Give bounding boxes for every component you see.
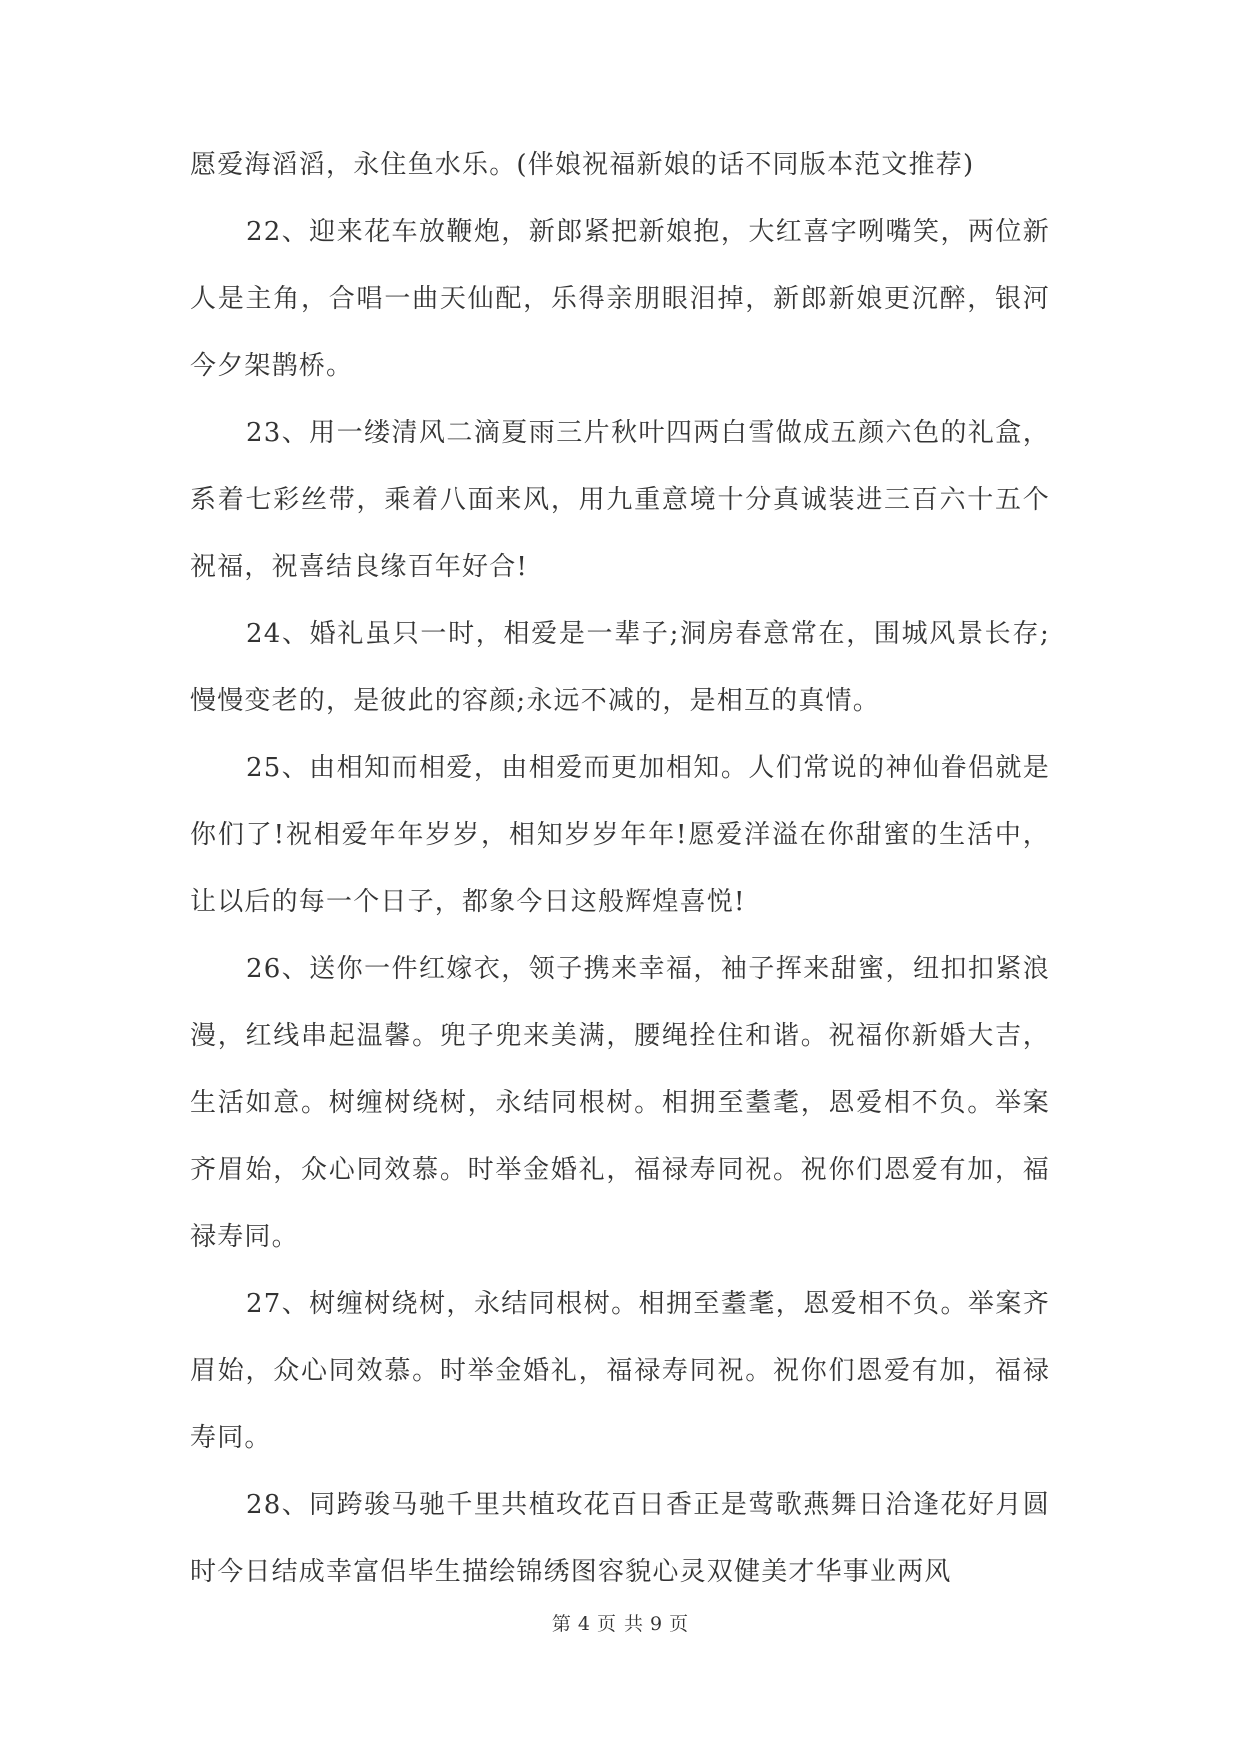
paragraph-22: 22、迎来花车放鞭炮，新郎紧把新娘抱，大红喜字咧嘴笑，两位新人是主角，合唱一曲天仙配，乐得亲朋眼泪掉，新郎新娘更沉醉，银河今夕架鹊桥。	[190, 217, 1050, 381]
paragraph-28: 28、同跨骏马驰千里共植玫花百日香正是莺歌燕舞日洽逢花好月圆时今日结成幸富侣毕生描绘锦绣图容貌心灵双健美才华事业两风	[190, 1490, 1050, 1587]
paragraph-23: 23、用一缕清风二滴夏雨三片秋叶四两白雪做成五颜六色的礼盒，系着七彩丝带，乘着八面来风，用九重意境十分真诚装进三百六十五个祝福，祝喜结良缘百年好合!	[190, 418, 1050, 582]
paragraph-24: 24、婚礼虽只一时，相爱是一辈子;洞房春意常在，围城风景长存;慢慢变老的，是彼此的容颜;永远不减的，是相互的真情。	[190, 619, 1050, 716]
footer-suffix: 页	[669, 1613, 690, 1635]
footer-total-pages: 9	[650, 1613, 664, 1635]
paragraph-25: 25、由相知而相爱，由相爱而更加相知。人们常说的神仙眷侣就是你们了!祝相爱年年岁岁，相知岁岁年年!愿爱洋溢在你甜蜜的生活中，让以后的每一个日子，都象今日这般辉煌喜悦!	[190, 753, 1050, 917]
footer-prefix: 第	[551, 1613, 572, 1635]
paragraph-continued: 愿爱海滔滔，永住鱼水乐。(伴娘祝福新娘的话不同版本范文推荐)	[190, 150, 975, 180]
paragraph-26: 26、送你一件红嫁衣，领子携来幸福，袖子挥来甜蜜，纽扣扣紧浪漫，红线串起温馨。兜子兜来美满，腰绳拴住和谐。祝福你新婚大吉，生活如意。树缠树绕树，永结同根树。相拥至耋耄，恩爱相不负。举案齐眉始，众心同效慕。时举金婚礼，福禄寿同祝。祝你们恩爱有加，福禄寿同。	[190, 954, 1050, 1252]
footer-page-number: 4	[577, 1613, 591, 1635]
paragraph-27: 27、树缠树绕树，永结同根树。相拥至耋耄，恩爱相不负。举案齐眉始，众心同效慕。时举金婚礼，福禄寿同祝。祝你们恩爱有加，福禄寿同。	[190, 1289, 1050, 1453]
footer-middle: 页 共	[596, 1613, 645, 1635]
page-footer	[0, 1612, 1241, 1636]
